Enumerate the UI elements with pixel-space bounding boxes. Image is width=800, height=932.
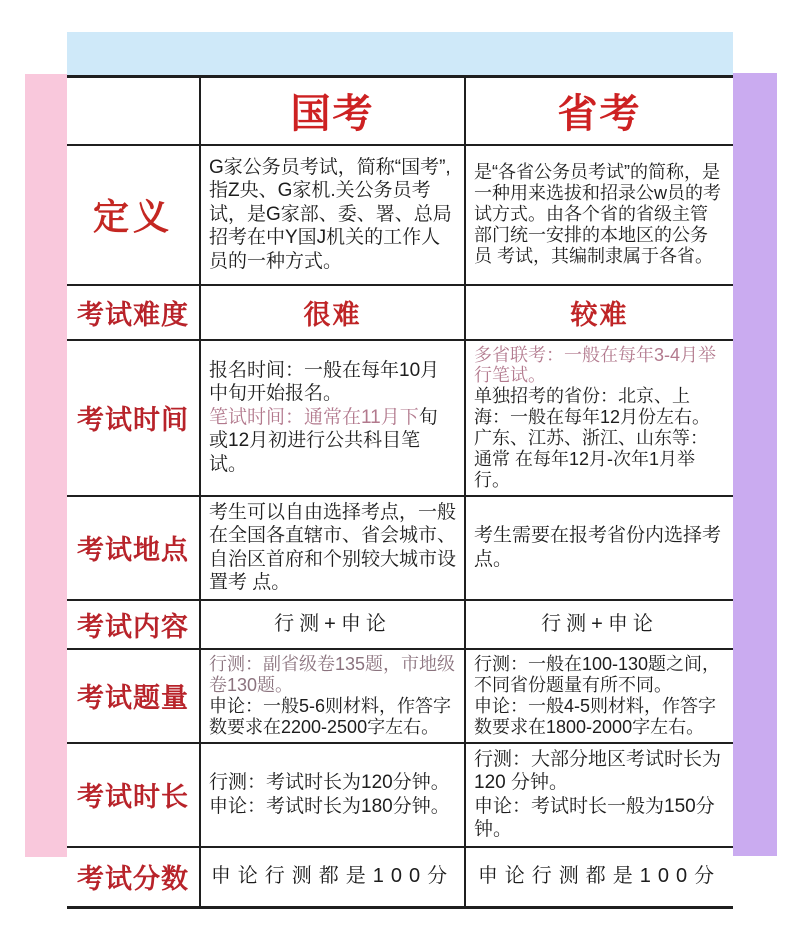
row-label-content: 考试内容: [67, 600, 200, 649]
question-count-guokao-xingce: 行测：副省级卷135题，市地级卷130题。: [209, 654, 456, 695]
definition-shengkao-text: 是“各省公务员考试”的简称，是一种用来选拔和招录公w员的考试方式。由各个省的省级主管 部门统一安排的本地区的公务员 考试，其编制隶属于各省。: [474, 162, 721, 266]
schedule-guokao-written-rest: 旬或12月初进行公共科目笔试。: [209, 406, 438, 475]
schedule-shengkao-joint: 多省联考：一般在每年3-4月举行笔试。: [474, 344, 717, 386]
row-score: [67, 847, 733, 907]
col-header-shengkao: 省考: [465, 77, 733, 145]
cell-question-count-shengkao: [465, 649, 733, 743]
cell-question-count-guokao: [200, 649, 465, 743]
row-duration: [67, 743, 733, 847]
question-count-shengkao-shenlun: 申论：一般4-5则材料，作答字数要求在1800-2000字左右。: [474, 695, 717, 737]
cell-difficulty-shengkao: 较难: [465, 285, 733, 340]
corner-cell: [67, 77, 200, 145]
duration-shengkao-shenlun: 申论：考试时长一般为150分钟。: [474, 795, 715, 841]
cell-schedule-shengkao: [465, 340, 733, 496]
cell-definition-guokao: [200, 145, 465, 285]
cell-duration-shengkao: [465, 743, 733, 847]
question-count-shengkao-xingce: 行测：一般在100-130题之间，不同省份题量有所不同。: [474, 654, 721, 695]
schedule-shengkao-independent: 单独招考的省份：北京、上海：一般在每年12月份左右。: [474, 386, 711, 428]
location-guokao-text: 考生可以自由选择考点，一般在全国各直辖市、省会城市、自治区首府和个别较大城市设置考 点。: [209, 501, 457, 594]
duration-guokao-shenlun: 申论：考试时长为180分钟。: [209, 795, 450, 817]
cell-score-guokao: 申论行测都是100分: [200, 847, 465, 907]
question-count-guokao-shenlun: 申论：一般5-6则材料，作答字数要求在2200-2500字左右。: [209, 695, 452, 737]
cell-score-shengkao: 申论行测都是100分: [465, 847, 733, 907]
row-difficulty: [67, 285, 733, 340]
duration-guokao-xingce: 行测：考试时长为120分钟。: [209, 772, 450, 794]
row-question-count: [67, 649, 733, 743]
row-label-definition: 定义: [67, 145, 200, 285]
cell-difficulty-guokao: 很难: [200, 285, 465, 340]
left-decor-strip: [25, 74, 67, 857]
cell-duration-guokao: [200, 743, 465, 847]
schedule-guokao-written-highlight: 笔试时间：通常在11月下: [209, 406, 419, 428]
row-label-difficulty: 考试难度: [67, 285, 200, 340]
cell-schedule-guokao: [200, 340, 465, 496]
row-location: [67, 496, 733, 600]
cell-definition-shengkao: [465, 145, 733, 285]
schedule-shengkao-provinces: 广东、江苏、浙江、山东等：通常 在每年12月-次年1月举行。: [474, 428, 708, 490]
cell-content-shengkao: 行测+申论: [465, 600, 733, 649]
cell-location-guokao: [200, 496, 465, 600]
row-label-location: 考试地点: [67, 496, 200, 600]
duration-shengkao-xingce: 行测：大部分地区考试时长为120 分钟。: [474, 748, 722, 794]
col-header-guokao: 国考: [200, 77, 465, 145]
top-decor-band: [67, 32, 733, 75]
location-shengkao-text: 考生需要在报考省份内选择考点。: [474, 525, 722, 570]
row-label-duration: 考试时长: [67, 743, 200, 847]
cell-location-shengkao: [465, 496, 733, 600]
row-label-schedule: 考试时间: [67, 340, 200, 496]
definition-guokao-text: G家公务员考试，简称“国考”,指Z央、G家机.关公务员考试，是G家部、委、署、总局招考在中Y国J机关的工作人员的一种方式。: [209, 156, 452, 272]
cell-content-guokao: 行测+申论: [200, 600, 465, 649]
row-definition: [67, 145, 733, 285]
row-content: [67, 600, 733, 649]
right-decor-strip: [733, 73, 777, 856]
row-label-question-count: 考试题量: [67, 649, 200, 743]
schedule-guokao-written: [209, 406, 456, 477]
row-label-score: 考试分数: [67, 847, 200, 907]
comparison-table: [67, 75, 733, 909]
header-row: [67, 77, 733, 145]
schedule-guokao-registration: 报名时间：一般在每年10月中旬开始报名。: [209, 359, 440, 405]
row-schedule: [67, 340, 733, 496]
